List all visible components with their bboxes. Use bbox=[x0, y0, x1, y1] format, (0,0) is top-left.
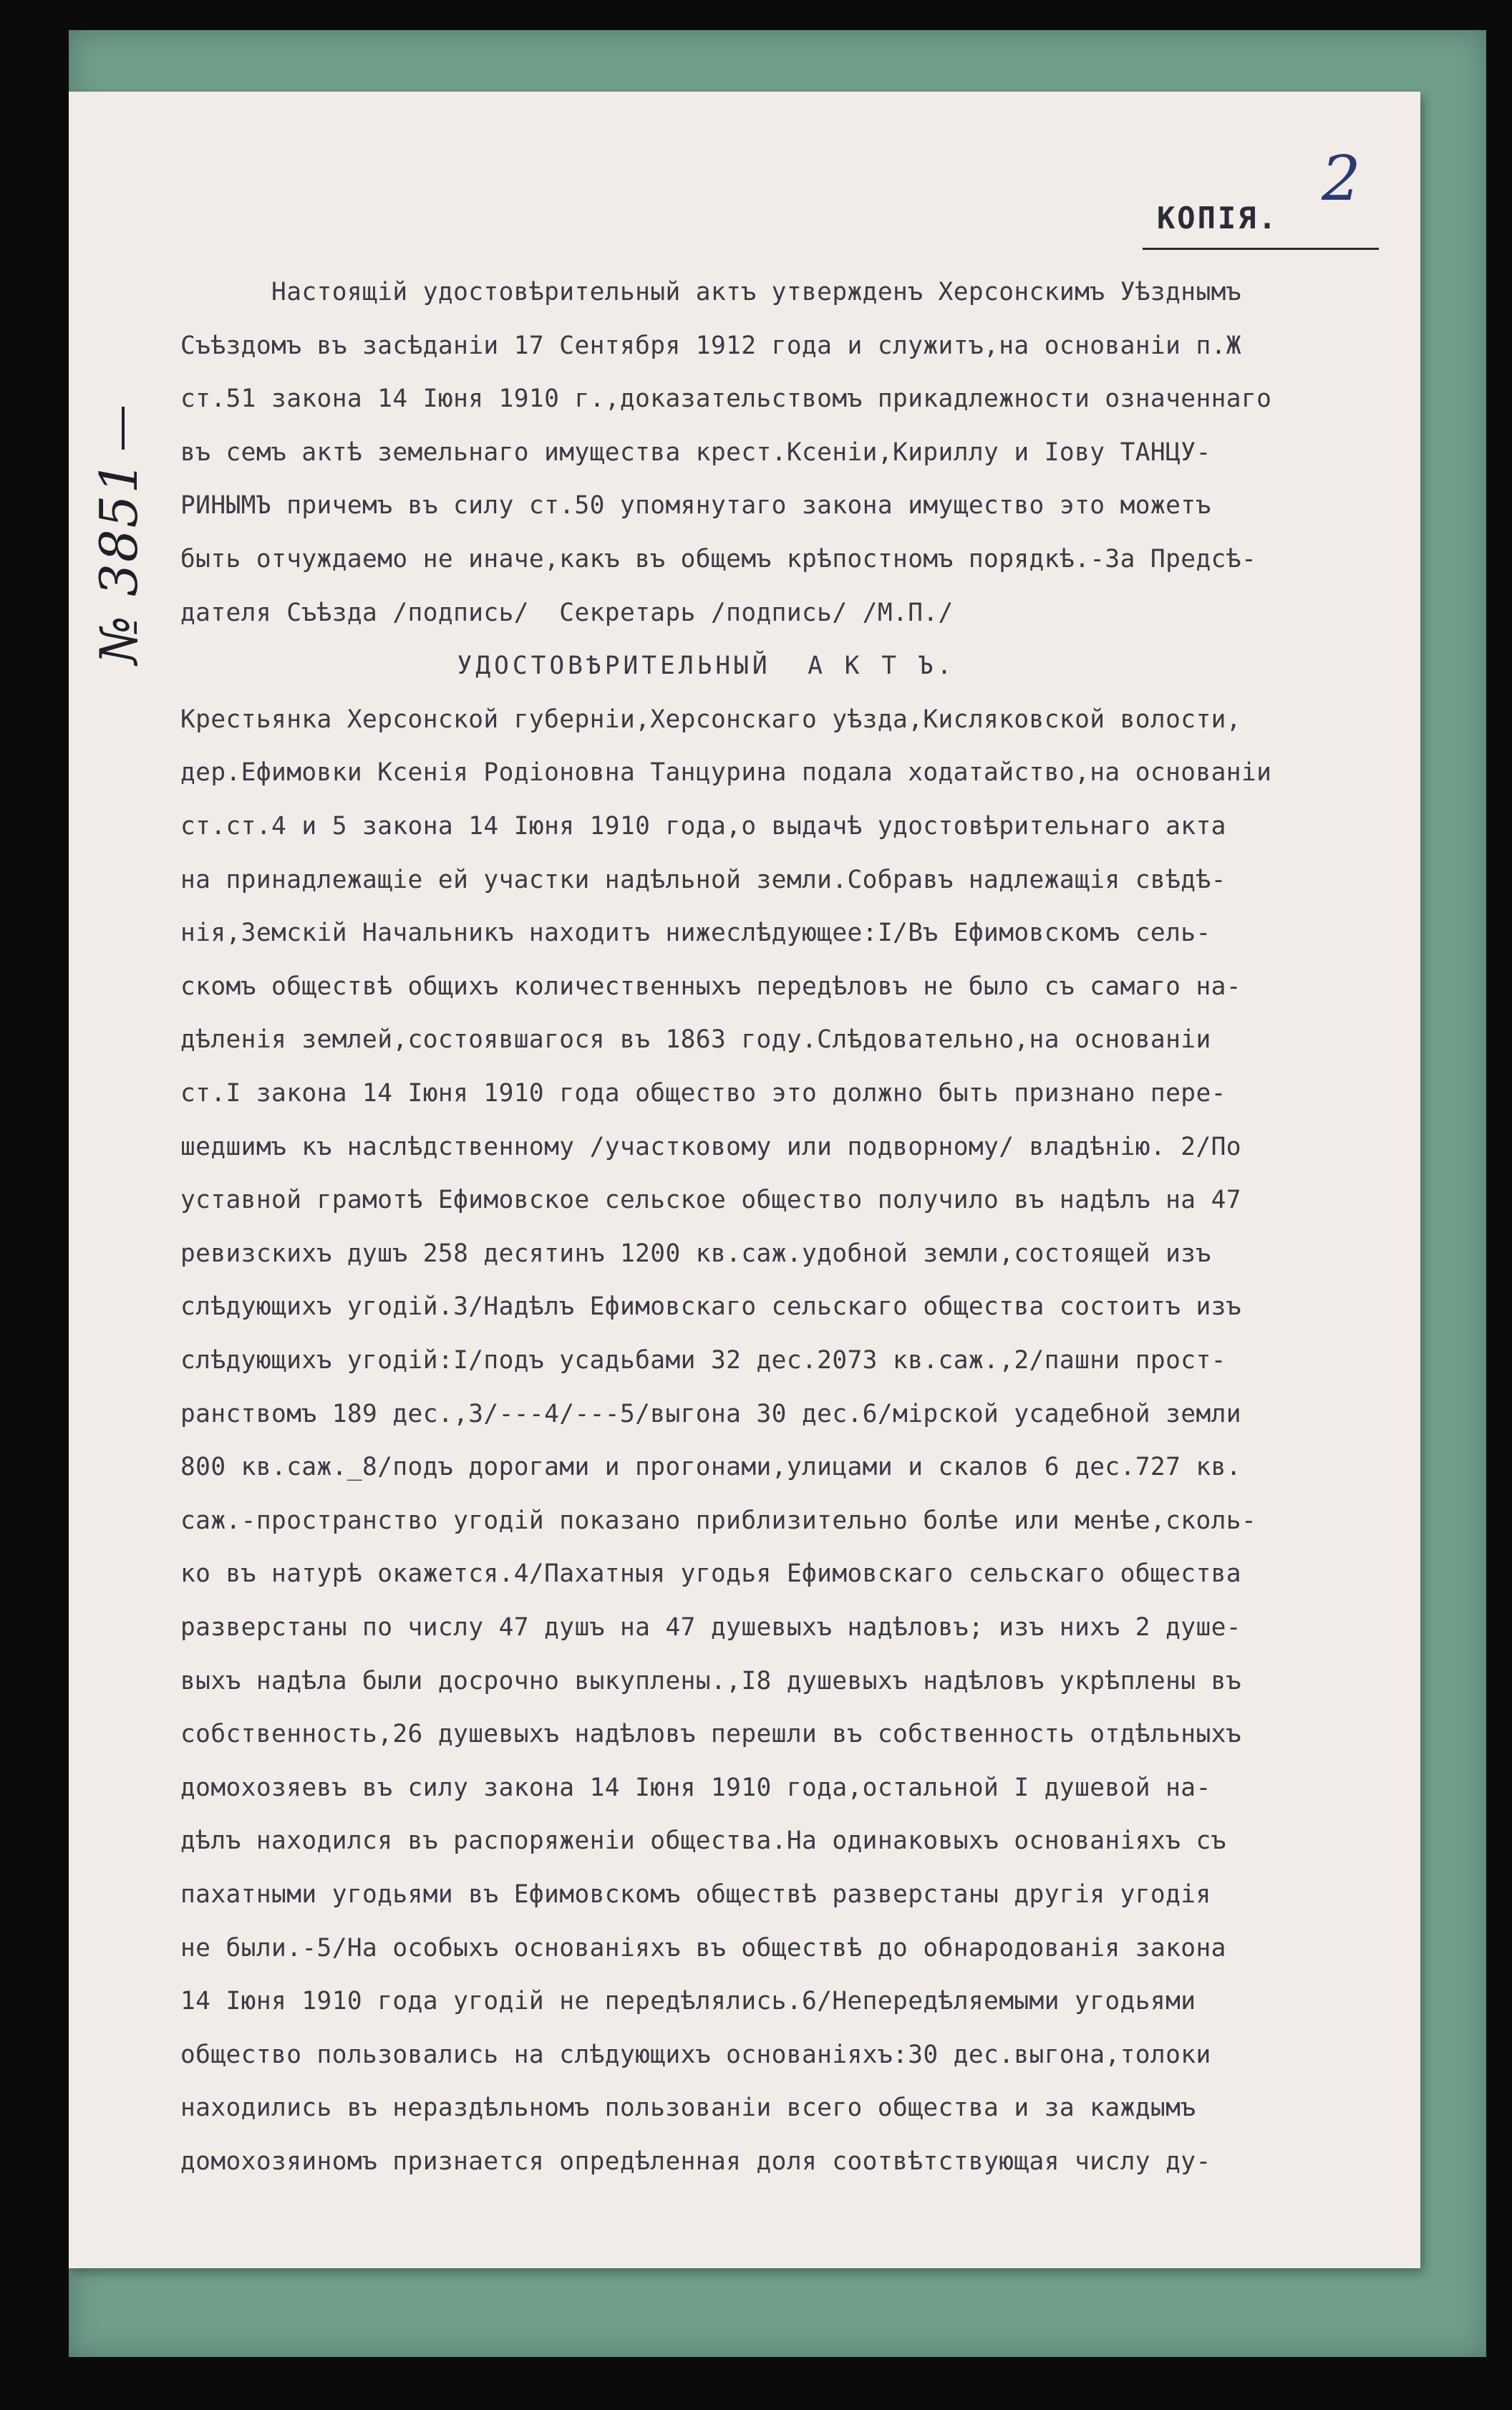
document-line: дѣленія землей,состоявшагося въ 1863 году.Слѣдовательно,на основаніи bbox=[180, 1025, 1211, 1055]
heading-underline bbox=[1143, 248, 1379, 250]
document-line: Съѣздомъ въ засѣданіи 17 Сентября 1912 года и служитъ,на основаніи п.Ж bbox=[180, 331, 1241, 360]
document-line: саж.-пространство угодій показано приблизительно болѣе или менѣе,сколь- bbox=[180, 1506, 1257, 1535]
document-line: въ семъ актѣ земельнаго имущества крест.Ксеніи,Кириллу и Іову ТАНЦУ- bbox=[180, 437, 1211, 467]
document-line: разверстаны по числу 47 душъ на 47 душевыхъ надѣловъ; изъ нихъ 2 душе- bbox=[180, 1613, 1241, 1642]
document-line: находились въ нераздѣльномъ пользованіи всего общества и за каждымъ bbox=[180, 2094, 1196, 2123]
document-line: пахатными угодьями въ Ефимовскомъ обществѣ разверстаны другія угодія bbox=[180, 1880, 1211, 1909]
act-title-line: УДОСТОВѢРИТЕЛЬНЫЙ А К Т Ъ. bbox=[180, 652, 956, 681]
document-line: домохозяиномъ признается опредѣленная доля соотвѣтствующая числу ду- bbox=[180, 2147, 1211, 2176]
archive-number-annotation: № 3851 bbox=[89, 407, 149, 664]
document-line: общество пользовались на слѣдующихъ основаніяхъ:30 дес.выгона,толоки bbox=[180, 2040, 1211, 2069]
document-line: ко въ натурѣ окажется.4/Пахатныя угодья Ефимовскаго сельскаго общества bbox=[180, 1559, 1241, 1589]
document-line: на принадлежащіе ей участки надѣльной земли.Собравъ надлежащія свѣдѣ- bbox=[180, 865, 1226, 894]
document-line: слѣдующихъ угодій:I/подъ усадьбами 32 дес.2073 кв.саж.,2/пашни прост- bbox=[180, 1346, 1226, 1375]
document-line: не были.-5/На особыхъ основаніяхъ въ обществѣ до обнародованія закона bbox=[180, 1933, 1226, 1963]
page-number: 2 bbox=[1322, 143, 1361, 215]
document-line: ревизскихъ душъ 258 десятинъ 1200 кв.саж.удобной земли,состоящей изъ bbox=[180, 1239, 1211, 1268]
document-line: нія,Земскій Начальникъ находитъ нижеслѣдующее:I/Въ Ефимовскомъ сель- bbox=[180, 919, 1211, 948]
document-line: Крестьянка Херсонской губерніи,Херсонскаго уѣзда,Кисляковской волости, bbox=[180, 705, 1241, 734]
document-line: 800 кв.саж._8/подъ дорогами и прогонами,улицами и скалов 6 дес.727 кв. bbox=[180, 1453, 1241, 1482]
document-line: Настоящій удостовѣрительный актъ утвержденъ Херсонскимъ Уѣзднымъ bbox=[180, 278, 1241, 306]
document-line: дѣлъ находился въ распоряженіи общества.На одинаковыхъ основаніяхъ съ bbox=[180, 1826, 1226, 1856]
document-line: 14 Іюня 1910 года угодій не передѣлялись.6/Непередѣляемыми угодьями bbox=[180, 1987, 1196, 2016]
document-line: слѣдующихъ угодій.3/Надѣлъ Ефимовскаго сельскаго общества состоитъ изъ bbox=[180, 1292, 1241, 1322]
document-line: скомъ обществѣ общихъ количественныхъ передѣловъ не было съ самаго на- bbox=[180, 972, 1241, 1001]
document-line: шедшимъ къ наслѣдственному /участковому или подворному/ владѣнію. 2/По bbox=[180, 1132, 1241, 1161]
document-line: дер.Ефимовки Ксенія Родіоновна Танцурина подала ходатайство,на основаніи bbox=[180, 758, 1272, 788]
document-line: дателя Съѣзда /подпись/ Секретарь /подпись/ /М.П./ bbox=[180, 598, 954, 627]
document-line: ст.I закона 14 Іюня 1910 года общество это должно быть признано пере- bbox=[180, 1079, 1226, 1108]
document-line: ст.ст.4 и 5 закона 14 Іюня 1910 года,о выдачѣ удостовѣрительнаго акта bbox=[180, 812, 1226, 841]
document-heading: КОПІЯ. bbox=[1157, 200, 1279, 236]
document-line: домохозяевъ въ силу закона 14 Іюня 1910 года,остальной I душевой на- bbox=[180, 1773, 1211, 1802]
document-line: РИНЫМЪ причемъ въ силу ст.50 упомянутаго закона имущество это можетъ bbox=[180, 491, 1211, 521]
document-page bbox=[69, 92, 1420, 2268]
document-line: уставной грамотѣ Ефимовское сельское общество получило въ надѣлъ на 47 bbox=[180, 1186, 1241, 1215]
document-line: ранствомъ 189 дес.,3/---4/---5/выгона 30 дес.6/мірской усадебной земли bbox=[180, 1399, 1241, 1428]
document-line: ст.51 закона 14 Іюня 1910 г.,доказательствомъ прикадлежности означеннаго bbox=[180, 384, 1272, 414]
document-line: собственность,26 душевыхъ надѣловъ перешли въ собственность отдѣльныхъ bbox=[180, 1720, 1241, 1749]
document-line: выхъ надѣла были досрочно выкуплены.,I8 душевыхъ надѣловъ укрѣплены въ bbox=[180, 1666, 1241, 1695]
document-line: быть отчуждаемо не иначе,какъ въ общемъ крѣпостномъ порядкѣ.-За Предсѣ- bbox=[180, 545, 1257, 574]
